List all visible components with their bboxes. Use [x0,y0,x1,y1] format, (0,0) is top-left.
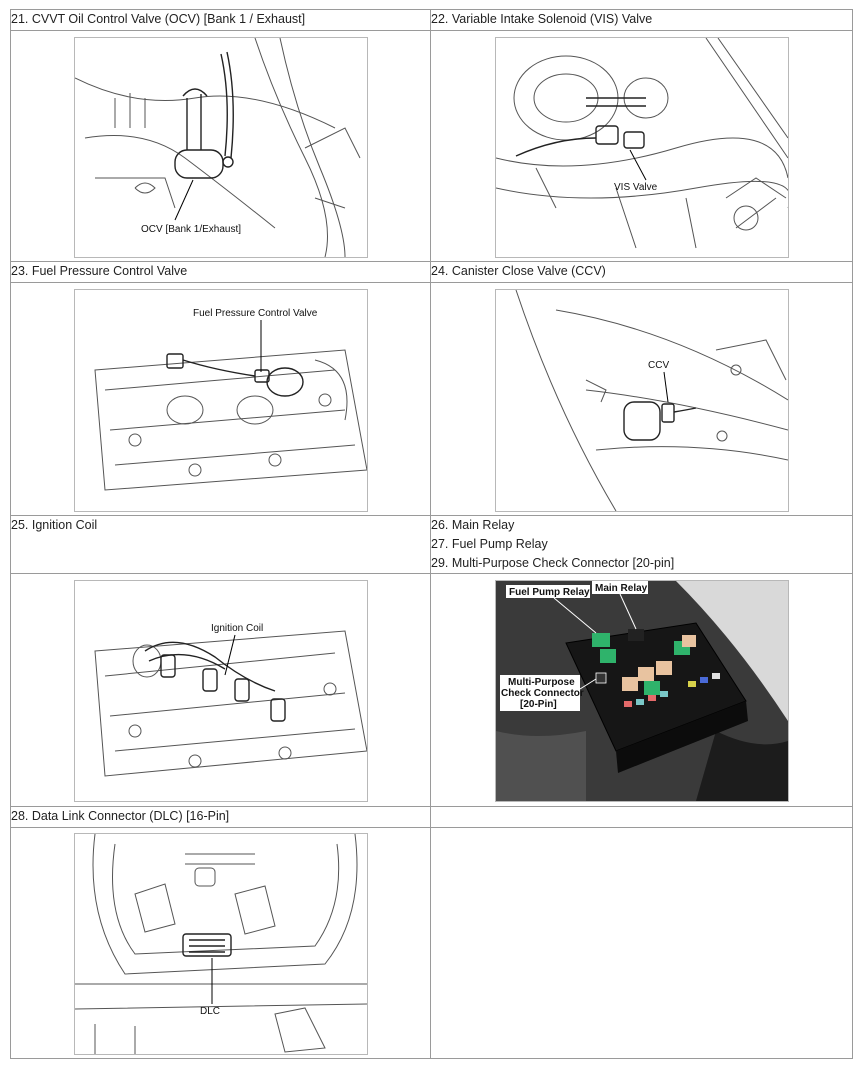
header-cell-25 [11,516,431,574]
header-cell-21 [11,10,431,31]
empty-cell [431,828,853,1059]
vis-callout: VIS Valve [613,182,657,193]
figure-cell-28 [11,828,431,1059]
vis-diagram [495,37,789,258]
figure-cell-26 [431,574,853,807]
main-relay-callout: Main Relay [594,583,647,594]
header-cell-24 [431,262,853,283]
figure-cell-21 [11,31,431,262]
header-cell-23 [11,262,431,283]
header-cell-28 [11,807,431,828]
mpc-callout-line2: Check Connector [500,688,584,699]
ignition-coil-diagram [74,580,368,802]
ocv-diagram [74,37,368,258]
figure-cell-23 [11,283,431,516]
component-location-table [10,9,853,1059]
ocv-callout: OCV [Bank 1/Exhaust] [140,224,241,235]
fuel-pump-relay-callout: Fuel Pump Relay [508,587,590,598]
dlc-callout: DLC [199,1006,220,1017]
title-22: 22. Variable Intake Solenoid (VIS) Valve [431,12,653,26]
title-21: 21. CVVT Oil Control Valve (OCV) [Bank 1 / Exhaust] [11,12,306,26]
title-25: 25. Ignition Coil [11,518,98,532]
header-cell-22 [431,10,853,31]
figure-cell-22 [431,31,853,262]
ccv-diagram [495,289,789,512]
figure-cell-25 [11,574,431,807]
relay-box-photo [495,580,789,802]
header-cell-26 [431,516,853,574]
dlc-diagram [74,833,368,1055]
figure-cell-24 [431,283,853,516]
fuel-pressure-callout: Fuel Pressure Control Valve [192,308,317,319]
title-29: 29. Multi-Purpose Check Connector [20-pin] [431,556,675,570]
ccv-callout: CCV [647,360,669,371]
title-28: 28. Data Link Connector (DLC) [16-Pin] [11,809,230,823]
header-cell-empty [431,807,853,828]
ignition-coil-callout: Ignition Coil [210,623,263,634]
title-26: 26. Main Relay [431,518,515,532]
fuel-pressure-valve-diagram [74,289,368,512]
mpc-callout-line3: [20-Pin] [519,699,557,710]
mpc-callout-line1: Multi-Purpose [507,677,575,688]
title-23: 23. Fuel Pressure Control Valve [11,264,188,278]
title-24: 24. Canister Close Valve (CCV) [431,264,606,278]
title-27: 27. Fuel Pump Relay [431,537,548,551]
